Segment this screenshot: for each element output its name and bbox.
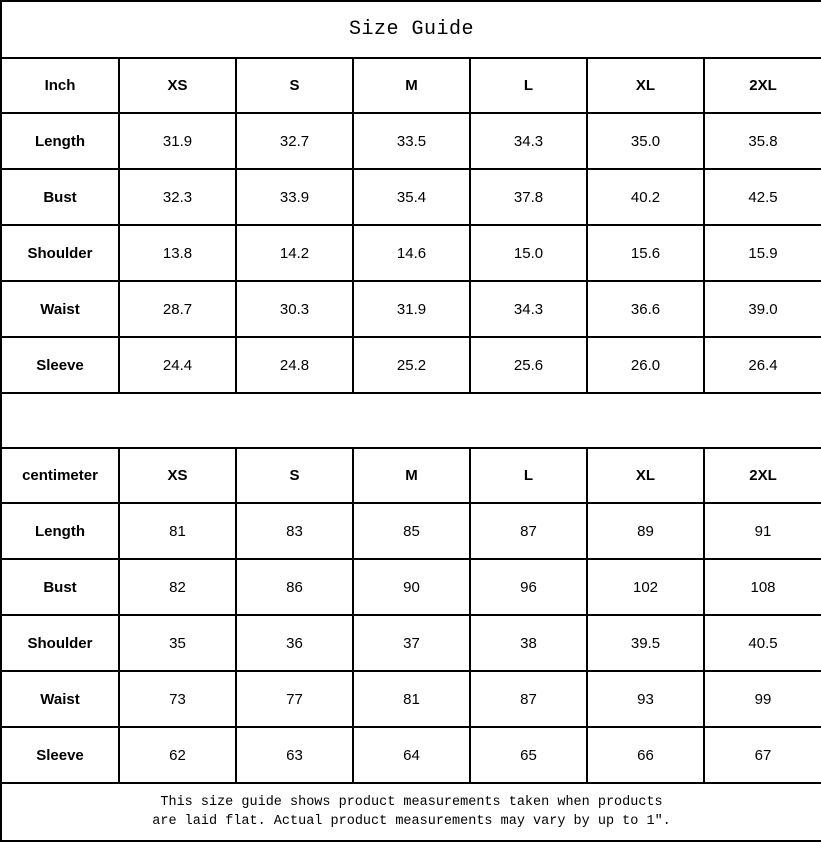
value-cell: 14.2 <box>236 225 353 281</box>
value-cell: 96 <box>470 559 587 615</box>
row-label-cell: Sleeve <box>1 337 119 393</box>
value-cell: 31.9 <box>119 113 236 169</box>
size-header-xs: XS <box>119 58 236 113</box>
value-cell: 87 <box>470 503 587 559</box>
value-cell: 91 <box>704 503 821 559</box>
value-cell: 81 <box>119 503 236 559</box>
row-label-cell: Waist <box>1 281 119 337</box>
cm-row-shoulder <box>1 615 821 671</box>
size-header-m: M <box>353 448 470 503</box>
value-cell: 81 <box>353 671 470 727</box>
value-cell: 65 <box>470 727 587 783</box>
row-label-cell: Bust <box>1 169 119 225</box>
value-cell: 35.8 <box>704 113 821 169</box>
size-header-2xl: 2XL <box>704 58 821 113</box>
value-cell: 15.0 <box>470 225 587 281</box>
value-cell: 62 <box>119 727 236 783</box>
value-cell: 31.9 <box>353 281 470 337</box>
row-label-cell: Sleeve <box>1 727 119 783</box>
value-cell: 13.8 <box>119 225 236 281</box>
cm-row-bust <box>1 559 821 615</box>
value-cell: 83 <box>236 503 353 559</box>
value-cell: 36 <box>236 615 353 671</box>
size-header-xs: XS <box>119 448 236 503</box>
value-cell: 99 <box>704 671 821 727</box>
value-cell: 90 <box>353 559 470 615</box>
unit-header-inch: Inch <box>1 58 119 113</box>
footer-row <box>1 783 821 841</box>
value-cell: 33.9 <box>236 169 353 225</box>
value-cell: 35.0 <box>587 113 704 169</box>
value-cell: 33.5 <box>353 113 470 169</box>
value-cell: 82 <box>119 559 236 615</box>
value-cell: 93 <box>587 671 704 727</box>
value-cell: 87 <box>470 671 587 727</box>
value-cell: 28.7 <box>119 281 236 337</box>
inch-header-row <box>1 58 821 113</box>
value-cell: 85 <box>353 503 470 559</box>
value-cell: 30.3 <box>236 281 353 337</box>
value-cell: 39.0 <box>704 281 821 337</box>
footer-note <box>1 783 821 841</box>
spacer-cell <box>1 393 821 448</box>
value-cell: 24.4 <box>119 337 236 393</box>
value-cell: 14.6 <box>353 225 470 281</box>
spacer-row <box>1 393 821 448</box>
row-label-cell: Shoulder <box>1 615 119 671</box>
inch-row-length <box>1 113 821 169</box>
row-label-cell: Bust <box>1 559 119 615</box>
size-header-l: L <box>470 448 587 503</box>
inch-row-waist <box>1 281 821 337</box>
value-cell: 36.6 <box>587 281 704 337</box>
value-cell: 39.5 <box>587 615 704 671</box>
inch-row-sleeve <box>1 337 821 393</box>
size-header-2xl: 2XL <box>704 448 821 503</box>
title-row <box>1 1 821 58</box>
inch-row-shoulder <box>1 225 821 281</box>
footer-note-line1: This size guide shows product measurements taken when products <box>160 795 663 810</box>
value-cell: 42.5 <box>704 169 821 225</box>
inch-row-bust <box>1 169 821 225</box>
unit-header-centimeter: centimeter <box>1 448 119 503</box>
value-cell: 63 <box>236 727 353 783</box>
value-cell: 24.8 <box>236 337 353 393</box>
value-cell: 26.0 <box>587 337 704 393</box>
row-label-cell: Shoulder <box>1 225 119 281</box>
value-cell: 86 <box>236 559 353 615</box>
value-cell: 73 <box>119 671 236 727</box>
cm-row-sleeve <box>1 727 821 783</box>
size-header-s: S <box>236 448 353 503</box>
value-cell: 25.2 <box>353 337 470 393</box>
row-label-cell: Waist <box>1 671 119 727</box>
value-cell: 35 <box>119 615 236 671</box>
value-cell: 40.5 <box>704 615 821 671</box>
value-cell: 108 <box>704 559 821 615</box>
cm-header-row <box>1 448 821 503</box>
page-title: Size Guide <box>1 1 821 58</box>
size-header-xl: XL <box>587 448 704 503</box>
value-cell: 102 <box>587 559 704 615</box>
value-cell: 26.4 <box>704 337 821 393</box>
value-cell: 64 <box>353 727 470 783</box>
value-cell: 32.3 <box>119 169 236 225</box>
size-header-m: M <box>353 58 470 113</box>
value-cell: 34.3 <box>470 113 587 169</box>
cm-row-length <box>1 503 821 559</box>
value-cell: 66 <box>587 727 704 783</box>
row-label-cell: Length <box>1 503 119 559</box>
cm-row-waist <box>1 671 821 727</box>
value-cell: 89 <box>587 503 704 559</box>
value-cell: 38 <box>470 615 587 671</box>
value-cell: 35.4 <box>353 169 470 225</box>
value-cell: 34.3 <box>470 281 587 337</box>
value-cell: 40.2 <box>587 169 704 225</box>
value-cell: 77 <box>236 671 353 727</box>
value-cell: 15.9 <box>704 225 821 281</box>
value-cell: 37.8 <box>470 169 587 225</box>
size-header-xl: XL <box>587 58 704 113</box>
size-header-s: S <box>236 58 353 113</box>
value-cell: 37 <box>353 615 470 671</box>
value-cell: 15.6 <box>587 225 704 281</box>
row-label-cell: Length <box>1 113 119 169</box>
footer-note-line2: are laid flat. Actual product measurements may vary by up to 1″. <box>152 814 671 829</box>
value-cell: 67 <box>704 727 821 783</box>
size-header-l: L <box>470 58 587 113</box>
value-cell: 25.6 <box>470 337 587 393</box>
value-cell: 32.7 <box>236 113 353 169</box>
